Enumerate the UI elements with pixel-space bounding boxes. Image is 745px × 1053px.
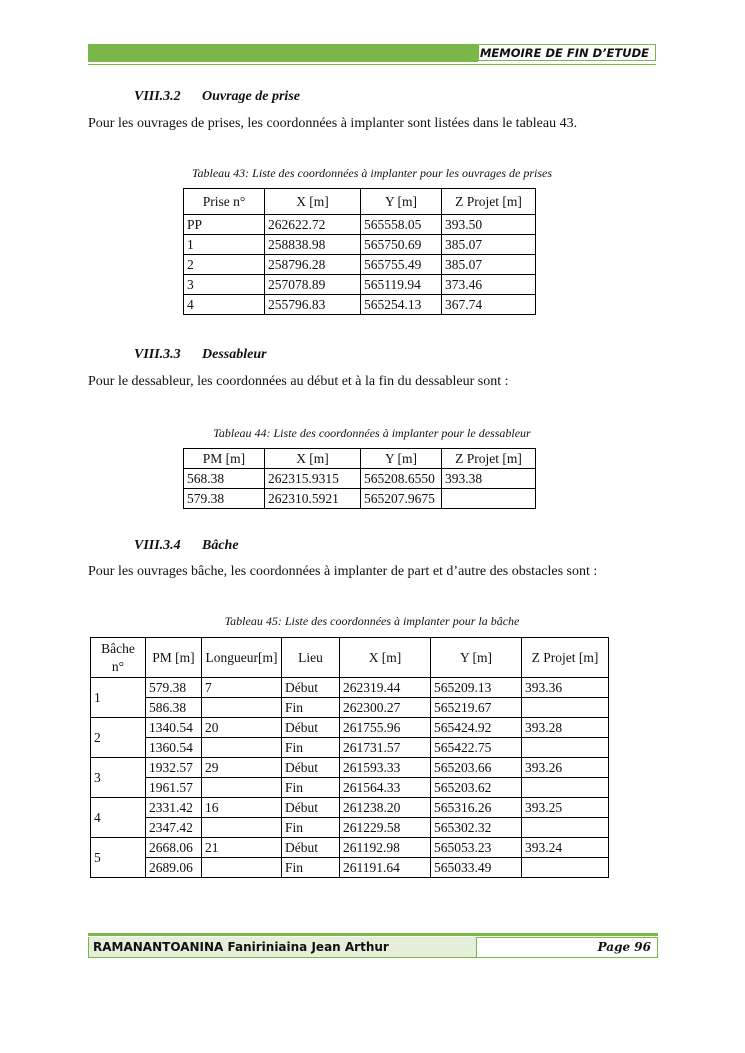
x-cell: 261192.98 (340, 838, 431, 858)
section-title: Dessableur (202, 347, 267, 362)
z-projet-cell: 393.26 (522, 758, 609, 778)
longueur-cell (202, 778, 282, 798)
pm-cell: 2347.42 (146, 818, 202, 838)
x-cell: 261229.58 (340, 818, 431, 838)
y-cell: 565053.23 (431, 838, 522, 858)
longueur-cell (202, 698, 282, 718)
table-cell: 565755.49 (361, 255, 442, 275)
x-cell: 262319.44 (340, 678, 431, 698)
table-44-dessableur (183, 448, 536, 509)
x-cell: 262300.27 (340, 698, 431, 718)
section-number: VIII.3.2 (134, 89, 181, 104)
column-header: Prise n° (184, 189, 265, 215)
paragraph-dessableur: Pour le dessableur, les coordonnées au début et à la fin du dessableur sont : (88, 374, 509, 389)
table-cell: 393.38 (442, 469, 536, 489)
table-row (91, 858, 609, 878)
table-cell: 262310.5921 (265, 489, 361, 509)
column-header: Y [m] (361, 189, 442, 215)
footer-page-number: Page 96 (476, 937, 658, 958)
lieu-cell: Fin (282, 698, 340, 718)
table-cell: 262315.9315 (265, 469, 361, 489)
table-row (91, 738, 609, 758)
header-green-bar (88, 44, 478, 62)
longueur-cell: 29 (202, 758, 282, 778)
column-header: Z Projet [m] (522, 638, 609, 678)
longueur-cell: 21 (202, 838, 282, 858)
column-header: X [m] (265, 189, 361, 215)
table-header-row (91, 638, 609, 678)
y-cell: 565209.13 (431, 678, 522, 698)
x-cell: 261238.20 (340, 798, 431, 818)
y-cell: 565203.66 (431, 758, 522, 778)
longueur-cell: 16 (202, 798, 282, 818)
footer-green-line (88, 933, 658, 936)
z-projet-cell: 393.25 (522, 798, 609, 818)
table-cell: 385.07 (442, 235, 536, 255)
lieu-cell: Fin (282, 858, 340, 878)
y-cell: 565316.26 (431, 798, 522, 818)
table-cell: 565254.13 (361, 295, 442, 315)
pm-cell: 2331.42 (146, 798, 202, 818)
column-header: PM [m] (184, 449, 265, 469)
z-projet-cell (522, 858, 609, 878)
lieu-cell: Fin (282, 778, 340, 798)
table-cell: 568.38 (184, 469, 265, 489)
table-cell: 367.74 (442, 295, 536, 315)
section-heading-bache (134, 538, 239, 554)
caption-table-45: Tableau 45: Liste des coordonnées à implanter pour la bâche (224, 614, 520, 628)
bache-number-cell: 4 (91, 798, 146, 838)
bache-number-cell: 5 (91, 838, 146, 878)
pm-cell: 1360.54 (146, 738, 202, 758)
x-cell: 261564.33 (340, 778, 431, 798)
column-header: X [m] (340, 638, 431, 678)
y-cell: 565302.32 (431, 818, 522, 838)
x-cell: 261755.96 (340, 718, 431, 738)
table-row (91, 798, 609, 818)
caption-table-43: Tableau 43: Liste des coordonnées à implanter pour les ouvrages de prises (191, 166, 553, 180)
lieu-cell: Début (282, 758, 340, 778)
table-row (184, 489, 536, 509)
y-cell: 565422.75 (431, 738, 522, 758)
longueur-cell: 20 (202, 718, 282, 738)
table-header-row (184, 449, 536, 469)
pm-cell: 2668.06 (146, 838, 202, 858)
section-number: VIII.3.3 (134, 347, 181, 362)
header-title: MEMOIRE DE FIN D’ETUDE (478, 44, 656, 61)
pm-cell: 1340.54 (146, 718, 202, 738)
column-header: Bâche n° (91, 638, 146, 678)
table-row (91, 718, 609, 738)
table-row (91, 838, 609, 858)
table-cell: 565558.05 (361, 215, 442, 235)
longueur-cell (202, 818, 282, 838)
pm-cell: 1932.57 (146, 758, 202, 778)
paragraph-ouvrage-de-prise: Pour les ouvrages de prises, les coordonnées à implanter sont listées dans le tableau 43. (88, 116, 578, 131)
z-projet-cell: 393.24 (522, 838, 609, 858)
table-cell: PP (184, 215, 265, 235)
table-cell: 565207.9675 (361, 489, 442, 509)
table-cell: 257078.89 (265, 275, 361, 295)
bache-number-cell: 2 (91, 718, 146, 758)
table-cell: 258838.98 (265, 235, 361, 255)
table-row (91, 758, 609, 778)
column-header: Z Projet [m] (442, 449, 536, 469)
pm-cell: 579.38 (146, 678, 202, 698)
column-header: Longueur[m] (202, 638, 282, 678)
table-row (184, 235, 536, 255)
bache-number-cell: 1 (91, 678, 146, 718)
x-cell: 261191.64 (340, 858, 431, 878)
table-row (184, 469, 536, 489)
z-projet-cell (522, 698, 609, 718)
x-cell: 261593.33 (340, 758, 431, 778)
table-cell: 4 (184, 295, 265, 315)
lieu-cell: Début (282, 718, 340, 738)
page-header (88, 44, 656, 66)
table-cell (442, 489, 536, 509)
pm-cell: 1961.57 (146, 778, 202, 798)
table-cell: 373.46 (442, 275, 536, 295)
table-43-prises (183, 188, 536, 315)
table-cell: 1 (184, 235, 265, 255)
column-header: Lieu (282, 638, 340, 678)
longueur-cell (202, 858, 282, 878)
x-cell: 261731.57 (340, 738, 431, 758)
y-cell: 565203.62 (431, 778, 522, 798)
table-cell: 3 (184, 275, 265, 295)
column-header: Y [m] (361, 449, 442, 469)
lieu-cell: Début (282, 838, 340, 858)
table-45-bache (90, 637, 609, 878)
y-cell: 565033.49 (431, 858, 522, 878)
column-header: X [m] (265, 449, 361, 469)
table-cell: 579.38 (184, 489, 265, 509)
z-projet-cell (522, 818, 609, 838)
paragraph-bache: Pour les ouvrages bâche, les coordonnées à implanter de part et d’autre des obstacles sont : (88, 564, 598, 579)
lieu-cell: Début (282, 678, 340, 698)
section-title: Bâche (202, 538, 239, 553)
table-cell: 2 (184, 255, 265, 275)
longueur-cell: 7 (202, 678, 282, 698)
section-title: Ouvrage de prise (202, 89, 300, 104)
table-cell: 565208.6550 (361, 469, 442, 489)
z-projet-cell: 393.28 (522, 718, 609, 738)
y-cell: 565424.92 (431, 718, 522, 738)
section-number: VIII.3.4 (134, 538, 181, 553)
z-projet-cell (522, 778, 609, 798)
table-row (91, 778, 609, 798)
section-heading-ouvrage-de-prise (134, 89, 300, 105)
column-header: Y [m] (431, 638, 522, 678)
lieu-cell: Fin (282, 818, 340, 838)
footer-author: RAMANANTOANINA Faniriniaina Jean Arthur (88, 937, 476, 958)
lieu-cell: Fin (282, 738, 340, 758)
table-cell: 258796.28 (265, 255, 361, 275)
table-cell: 565119.94 (361, 275, 442, 295)
table-cell: 385.07 (442, 255, 536, 275)
y-cell: 565219.67 (431, 698, 522, 718)
column-header: PM [m] (146, 638, 202, 678)
column-header: Z Projet [m] (442, 189, 536, 215)
pm-cell: 586.38 (146, 698, 202, 718)
header-underline (88, 64, 656, 65)
table-cell: 393.50 (442, 215, 536, 235)
table-row (91, 678, 609, 698)
z-projet-cell (522, 738, 609, 758)
caption-table-44: Tableau 44: Liste des coordonnées à implanter pour le dessableur (213, 426, 531, 440)
page-footer (88, 933, 658, 959)
section-heading-dessableur (134, 347, 267, 363)
table-cell: 565750.69 (361, 235, 442, 255)
table-row (184, 215, 536, 235)
table-row (91, 698, 609, 718)
bache-number-cell: 3 (91, 758, 146, 798)
table-cell: 262622.72 (265, 215, 361, 235)
lieu-cell: Début (282, 798, 340, 818)
table-row (184, 295, 536, 315)
table-cell: 255796.83 (265, 295, 361, 315)
table-row (91, 818, 609, 838)
z-projet-cell: 393.36 (522, 678, 609, 698)
table-row (184, 275, 536, 295)
pm-cell: 2689.06 (146, 858, 202, 878)
table-row (184, 255, 536, 275)
longueur-cell (202, 738, 282, 758)
table-header-row (184, 189, 536, 215)
